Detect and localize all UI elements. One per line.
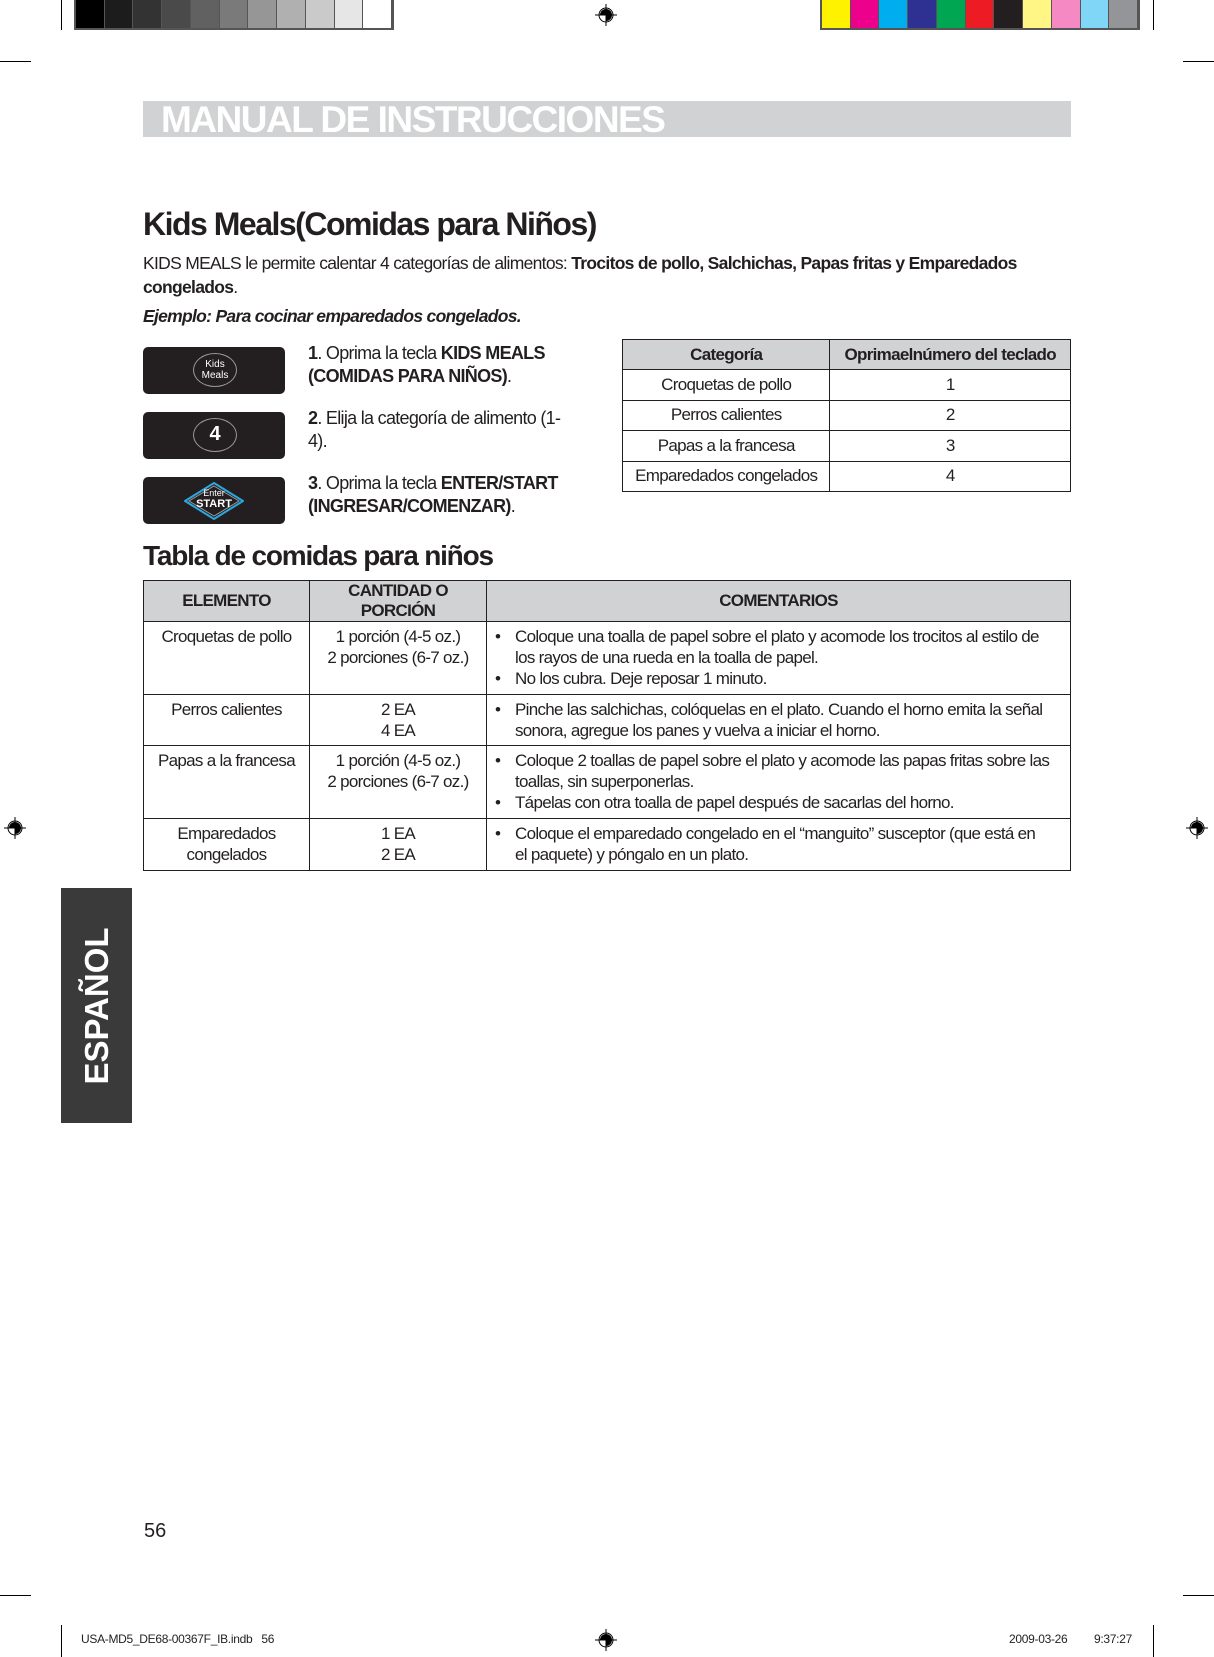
comment-bullet: • Coloque una toalla de papel sobre el plato y acomode los trocitos al estilo de los rayos de una rueda en la toalla de papel. <box>495 626 1050 668</box>
comment-text: Coloque una toalla de papel sobre el plato y acomode los trocitos al estilo de los rayos de una rueda en la toalla de papel. <box>515 627 1039 667</box>
intro-bold-text: Trocitos de pollo, Salchichas, Papas fritas y Emparedados congelados <box>143 253 1017 297</box>
crop-mark <box>0 61 31 62</box>
key-label: Kids <box>205 359 225 370</box>
step-text: . Oprima la tecla <box>317 343 441 363</box>
instruction-step <box>308 342 578 388</box>
number-4-key <box>143 412 285 459</box>
language-label: ESPAÑOL <box>77 926 115 1085</box>
color-swatch <box>822 0 851 28</box>
category-name: Perros calientes <box>623 400 830 430</box>
color-swatch <box>191 0 220 28</box>
table-row <box>144 622 1071 695</box>
step-number: 3 <box>308 473 318 493</box>
color-swatch <box>1052 0 1081 28</box>
color-swatch <box>306 0 335 28</box>
registration-mark-icon <box>3 816 27 840</box>
gray-color-bar <box>74 0 394 30</box>
enter-start-key <box>143 477 285 524</box>
instruction-step <box>308 472 578 518</box>
color-swatch <box>363 0 392 28</box>
step-key-name: ENTER/START (INGRESAR/COMENZAR) <box>308 473 558 516</box>
crop-mark <box>1153 0 1154 30</box>
registration-mark-icon <box>594 3 618 27</box>
color-swatch <box>277 0 306 28</box>
comment-text: Tápelas con otra toalla de papel después de sacarlas del horno. <box>515 793 954 812</box>
keypad-number: 2 <box>830 400 1071 430</box>
page-number: 56 <box>144 1520 167 1542</box>
step-number: 1 <box>308 343 318 363</box>
item-name: Croquetas de pollo <box>144 622 310 695</box>
keypad-number: 1 <box>830 370 1071 400</box>
comment-bullet: • Coloque el emparedado congelado en el “manguito” susceptor (que está en el paquete) y póngalo en un plato. <box>495 823 1050 865</box>
section-title: Kids Meals(Comidas para Niños) <box>143 206 596 242</box>
column-header: ELEMENTO <box>144 581 310 622</box>
table-row <box>623 400 1071 430</box>
instruction-step <box>308 407 578 453</box>
table-row <box>144 746 1071 819</box>
item-name: Papas a la francesa <box>144 746 310 819</box>
color-swatch <box>1081 0 1110 28</box>
column-header: Categoría <box>623 340 830 370</box>
quantity: 2 porciones (6-7 oz.) <box>327 772 469 791</box>
step-text: . Oprima la tecla <box>317 473 441 493</box>
quantity: 1 EA <box>380 824 416 843</box>
quantity: 4 EA <box>380 721 416 740</box>
color-swatch <box>1109 0 1138 28</box>
crop-mark <box>1153 1625 1154 1657</box>
color-swatch <box>248 0 277 28</box>
key-label: 4 <box>193 418 237 452</box>
crop-mark <box>0 1595 31 1596</box>
comment-text: Pinche las salchichas, colóquelas en el plato. Cuando el horno emita la señal sonora, agregue los panes y vuelva a iniciar el horno. <box>515 700 1043 740</box>
table-row <box>623 370 1071 400</box>
category-name: Croquetas de pollo <box>623 370 830 400</box>
intro-text: KIDS MEALS le permite calentar 4 categorías de alimentos: <box>143 253 572 273</box>
color-swatch <box>851 0 880 28</box>
color-swatch <box>335 0 364 28</box>
cmyk-color-bar <box>820 0 1140 30</box>
category-table <box>622 339 1071 492</box>
manual-header-bar <box>143 99 1071 140</box>
registration-mark-icon <box>594 1628 618 1652</box>
column-header: COMENTARIOS <box>487 581 1071 622</box>
comment-text: Coloque 2 toallas de papel sobre el plato y acomode las papas fritas sobre las toallas, sin superponerlas. <box>515 751 1050 791</box>
color-swatch <box>966 0 995 28</box>
column-header: Oprimaelnúmero del teclado <box>830 340 1071 370</box>
crop-mark <box>61 0 62 30</box>
keypad-number: 4 <box>830 461 1071 491</box>
registration-mark-icon <box>1185 816 1209 840</box>
comment-text: Coloque el emparedado congelado en el “manguito” susceptor (que está en el paquete) y póngalo en un plato. <box>515 824 1036 864</box>
footer-time: 9:37:27 <box>1094 1632 1132 1646</box>
manual-title: MANUAL DE INSTRUCCIONES <box>161 99 665 140</box>
color-swatch <box>133 0 162 28</box>
keypad-number: 3 <box>830 431 1071 461</box>
color-swatch <box>908 0 937 28</box>
step-text-end: . <box>510 496 516 516</box>
color-swatch <box>76 0 105 28</box>
step-text-end: . <box>507 366 512 386</box>
footer-date: 2009-03-26 <box>1009 1632 1068 1646</box>
language-side-tab <box>61 888 132 1123</box>
crop-mark <box>61 1625 62 1657</box>
color-swatch <box>937 0 966 28</box>
comment-bullet: • Pinche las salchichas, colóquelas en el plato. Cuando el horno emita la señal sonora, agregue los panes y vuelva a iniciar el horno. <box>495 699 1050 741</box>
column-header: CANTIDAD O PORCIÓN <box>310 581 487 622</box>
kids-meals-key <box>143 347 285 394</box>
category-name: Emparedados congelados <box>623 461 830 491</box>
intro-paragraph <box>143 251 1071 299</box>
footer-file: USA-MD5_DE68-00367F_IB.indb 56 <box>81 1632 275 1646</box>
item-name: Perros calientes <box>144 695 310 746</box>
table-row <box>623 461 1071 491</box>
quantity: 1 porción (4-5 oz.) <box>335 627 461 646</box>
key-label: Enter <box>203 488 225 498</box>
quantity: 2 porciones (6-7 oz.) <box>327 648 469 667</box>
color-swatch <box>220 0 249 28</box>
comment-bullet: • Tápelas con otra toalla de papel después de sacarlas del horno. <box>495 793 954 812</box>
color-swatch <box>994 0 1023 28</box>
category-name: Papas a la francesa <box>623 431 830 461</box>
comment-bullet: • Coloque 2 toallas de papel sobre el plato y acomode las papas fritas sobre las toallas, sin superponerlas. <box>495 751 1050 791</box>
item-name: Emparedados congelados <box>144 819 310 871</box>
crop-mark <box>1183 1595 1214 1596</box>
color-swatch <box>1023 0 1052 28</box>
meals-table <box>143 580 1071 871</box>
key-label: START <box>196 498 232 510</box>
color-swatch <box>879 0 908 28</box>
step-text: . Elija la categoría de alimento (1-4). <box>308 408 561 451</box>
color-swatch <box>162 0 191 28</box>
table-row <box>623 431 1071 461</box>
quantity: 2 EA <box>380 700 416 719</box>
example-text: Ejemplo: Para cocinar emparedados congelados. <box>143 306 521 326</box>
step-number: 2 <box>308 408 318 428</box>
comment-text: No los cubra. Deje reposar 1 minuto. <box>515 669 767 688</box>
color-swatch <box>105 0 134 28</box>
step-key-name: KIDS MEALS (COMIDAS PARA NIÑOS) <box>308 343 545 386</box>
quantity: 2 EA <box>380 845 416 864</box>
intro-end: . <box>233 277 238 297</box>
quantity: 1 porción (4-5 oz.) <box>335 751 461 770</box>
crop-mark <box>1183 61 1214 62</box>
table-row <box>144 819 1071 871</box>
meals-table-title: Tabla de comidas para niños <box>143 540 493 571</box>
comment-bullet: • No los cubra. Deje reposar 1 minuto. <box>495 669 767 688</box>
table-row <box>144 695 1071 746</box>
key-label: Meals <box>201 370 229 381</box>
